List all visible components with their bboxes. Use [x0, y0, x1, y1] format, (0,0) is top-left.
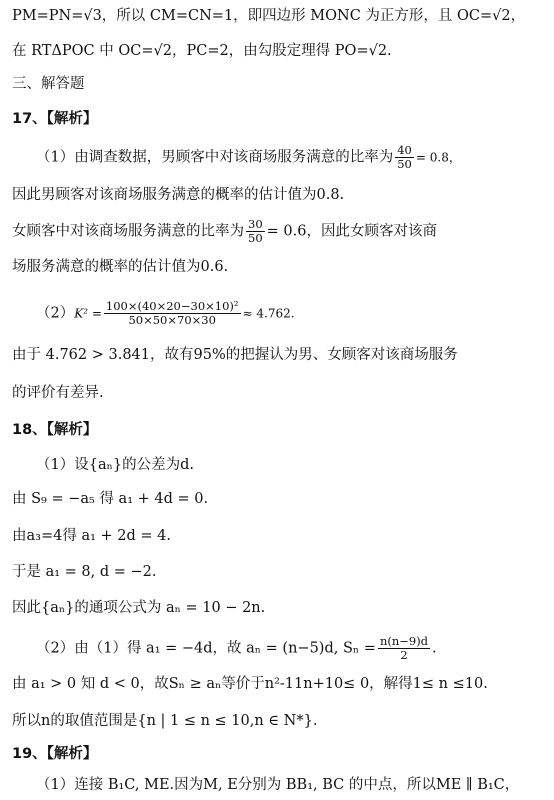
question-label-17: 17、【解析】: [12, 111, 98, 127]
denominator: 2: [400, 648, 408, 662]
text: = 0.8，: [415, 150, 461, 165]
text: .: [432, 640, 437, 657]
text-line: 由a₃=4得 a₁ + 2d = 4.: [12, 528, 171, 544]
text-line: 的评价有差异.: [12, 385, 104, 401]
text-line: （1）设{aₙ}的公差为d.: [36, 457, 194, 473]
text-line: [12, 218, 554, 245]
text: （2）由（1）得 a₁ = −4d，故 aₙ = (n−5)d, Sₙ =: [36, 640, 376, 657]
numerator: 40: [397, 143, 412, 157]
denominator: 50: [397, 157, 412, 171]
denominator: 50×50×70×30: [128, 313, 216, 327]
fraction: [378, 635, 430, 662]
numerator: 30: [248, 217, 263, 231]
k-squared: K² =: [74, 306, 102, 321]
text-line: [36, 300, 554, 327]
fraction: [104, 300, 241, 327]
text: （1）由调查数据，男顾客中对该商场服务满意的比率为: [36, 149, 394, 166]
text-line: 由于 4.762 > 3.841，故有95%的把握认为男、女顾客对该商场服务: [12, 347, 458, 363]
denominator: 50: [248, 231, 263, 245]
text: ≈ 4.762.: [242, 306, 295, 321]
numerator: n(n−9)d: [379, 634, 429, 648]
text-line: 场服务满意的概率的估计值为0.6.: [12, 259, 229, 275]
text-line: 因此{aₙ}的通项公式为 aₙ = 10 − 2n.: [12, 600, 266, 616]
numerator: 100×(40×20−30×10)²: [105, 299, 239, 313]
fraction: [246, 218, 265, 245]
text: 女顾客中对该商场服务满意的比率为: [12, 223, 244, 240]
section-heading: 三、解答题: [12, 76, 85, 92]
text-line: [36, 144, 554, 171]
question-label-18: 18、【解析】: [12, 422, 98, 438]
question-label-19: 19、【解析】: [12, 746, 98, 762]
text-line: PM=PN=√3，所以 CM=CN=1，即四边形 MONC 为正方形，且 OC=√2，: [12, 8, 526, 24]
fraction: [395, 144, 414, 171]
text-line: 由 a₁ > 0 知 d < 0，故Sₙ ≥ aₙ等价于n²-11n+10≤ 0，解得1≤ n ≤10.: [12, 676, 488, 692]
text-line: 所以n的取值范围是{n | 1 ≤ n ≤ 10,n ∈ N*}.: [12, 713, 318, 729]
text: （2）: [36, 305, 75, 322]
text-line: 由 S₉ = −a₅ 得 a₁ + 4d = 0.: [12, 491, 209, 507]
text-line: [36, 635, 554, 662]
text-line: 在 RTΔPOC 中 OC=√2，PC=2，由勾股定理得 PO=√2.: [12, 43, 392, 59]
text: = 0.6，因此女顾客对该商: [266, 223, 437, 240]
text-line: 于是 a₁ = 8, d = −2.: [12, 564, 157, 580]
text-line: 因此男顾客对该商场服务满意的概率的估计值为0.8.: [12, 187, 345, 203]
text-line: （1）连接 B₁C, ME.因为M, E分别为 BB₁, BC 的中点，所以ME ∥ B₁C，: [36, 777, 520, 793]
